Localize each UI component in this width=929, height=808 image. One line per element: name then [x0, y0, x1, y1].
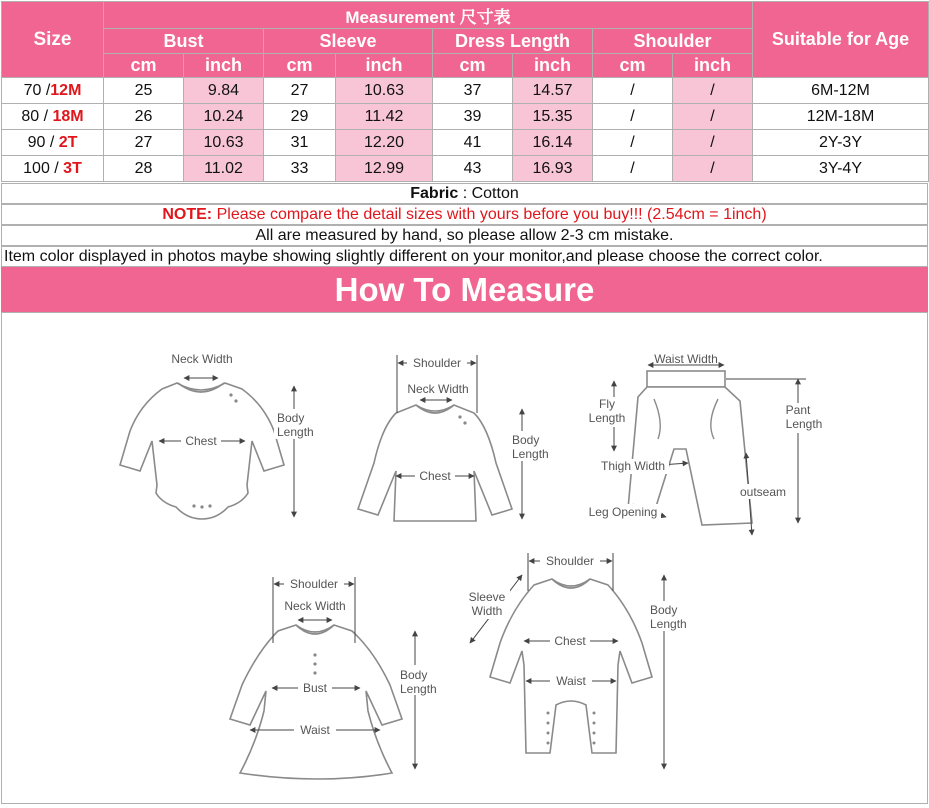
- snap-dot: [547, 742, 550, 745]
- size-number: 100 /: [23, 159, 64, 177]
- size-number: 70 /: [23, 81, 51, 99]
- bust-header: Bust: [104, 29, 264, 54]
- snap-dot: [192, 504, 195, 507]
- table-cell: 16.14: [513, 130, 593, 156]
- body-length-label-1: Body: [277, 411, 305, 425]
- romper-diagram: [464, 553, 695, 769]
- table-cell: /: [593, 156, 673, 182]
- pants-diagram: [585, 352, 828, 535]
- waist-label: Waist: [300, 723, 330, 737]
- table-cell: 16.93: [513, 156, 593, 182]
- table-cell: /: [593, 78, 673, 104]
- chest-label: Chest: [419, 469, 451, 483]
- fly-length-label-2: Length: [588, 411, 626, 425]
- table-cell: /: [673, 104, 753, 130]
- fly-length-label-1: Fly: [599, 397, 615, 411]
- body-length-label-1: Body: [512, 433, 540, 447]
- table-cell: 39: [433, 104, 513, 130]
- sleeve-width-label-1: Sleeve: [468, 590, 506, 604]
- table-cell: 11.42: [336, 104, 433, 130]
- table-cell: /: [593, 130, 673, 156]
- size-code: 3T: [63, 159, 82, 177]
- snap-dot: [200, 505, 203, 508]
- snap-dot: [234, 399, 237, 402]
- unit-header: cm: [593, 54, 673, 78]
- button-dot: [458, 415, 461, 418]
- table-cell: 37: [433, 78, 513, 104]
- table-cell: 28: [104, 156, 184, 182]
- table-cell: 29: [264, 104, 336, 130]
- age-cell: 3Y-4Y: [753, 156, 929, 182]
- snap-dot: [208, 504, 211, 507]
- snap-dot: [593, 742, 596, 745]
- unit-header: cm: [433, 54, 513, 78]
- body-length-label-2: Length: [650, 617, 687, 631]
- table-cell: 10.63: [184, 130, 264, 156]
- button-dot: [313, 653, 316, 656]
- unit-header: cm: [264, 54, 336, 78]
- shoulder-header: Shoulder: [593, 29, 753, 54]
- waist-label: Waist: [556, 674, 586, 688]
- leg-opening-label: Leg Opening: [588, 505, 658, 519]
- snap-dot: [547, 732, 550, 735]
- thigh-width-label: Thigh Width: [600, 459, 666, 473]
- table-cell: 11.02: [184, 156, 264, 182]
- neck-width-label: Neck Width: [284, 599, 346, 613]
- how-to-measure-banner: How To Measure: [1, 267, 928, 312]
- dress-diagram: [230, 576, 444, 779]
- bust-label: Bust: [302, 681, 328, 695]
- table-cell: 12.20: [336, 130, 433, 156]
- body-length-label-1: Body: [650, 603, 678, 617]
- snap-dot: [593, 712, 596, 715]
- measure-diagrams: [1, 312, 928, 804]
- age-cell: 6M-12M: [753, 78, 929, 104]
- fabric-value: : Cotton: [458, 185, 519, 202]
- size-cell: [2, 130, 104, 156]
- shoulder-label: Shoulder: [289, 577, 339, 591]
- note-text: Please compare the detail sizes with yours before you buy!!! (2.54cm = 1inch): [212, 206, 767, 223]
- size-cell: [2, 156, 104, 182]
- body-length-label-1: Body: [400, 668, 428, 682]
- table-cell: 33: [264, 156, 336, 182]
- table-cell: /: [673, 78, 753, 104]
- button-dot: [313, 671, 316, 674]
- bodysuit-outline: [120, 383, 284, 519]
- pants-waistband: [647, 371, 725, 387]
- size-number: 90 /: [27, 133, 59, 151]
- size-number: 80 /: [21, 107, 53, 125]
- chest-label: Chest: [554, 634, 586, 648]
- fabric-label: Fabric: [410, 185, 459, 202]
- table-cell: /: [593, 104, 673, 130]
- note-label: NOTE:: [162, 206, 213, 223]
- snap-dot: [547, 722, 550, 725]
- age-header: Suitable for Age: [753, 2, 929, 78]
- table-cell: 14.57: [513, 78, 593, 104]
- table-cell: /: [673, 130, 753, 156]
- table-cell: 31: [264, 130, 336, 156]
- pant-length-label-2: Length: [785, 417, 823, 431]
- neck-width-label: Neck Width: [407, 382, 469, 396]
- table-title: Measurement 尺寸表: [104, 2, 753, 29]
- table-cell: 43: [433, 156, 513, 182]
- neck-width-label: Neck Width: [171, 352, 233, 366]
- unit-header: inch: [336, 54, 433, 78]
- table-row: [2, 156, 929, 182]
- measure-note: All are measured by hand, so please allow 2-3 cm mistake.: [1, 225, 928, 246]
- note-line: [1, 204, 928, 225]
- unit-header: inch: [184, 54, 264, 78]
- pant-length-label-1: Pant: [785, 403, 811, 417]
- table-cell: 25: [104, 78, 184, 104]
- shirt-outline: [358, 405, 512, 521]
- size-header: Size: [2, 2, 104, 78]
- table-cell: 27: [264, 78, 336, 104]
- sleeve-width-label-2: Width: [471, 604, 503, 618]
- diagram-canvas: [2, 313, 927, 803]
- size-cell: [2, 104, 104, 130]
- size-code: 2T: [58, 133, 78, 151]
- table-cell: 10.24: [184, 104, 264, 130]
- table-row: [2, 130, 929, 156]
- table-cell: 41: [433, 130, 513, 156]
- size-code: 18M: [52, 107, 84, 125]
- chest-label: Chest: [185, 434, 217, 448]
- snap-dot: [229, 393, 232, 396]
- age-cell: 2Y-3Y: [753, 130, 929, 156]
- shirt-diagram: [358, 355, 556, 521]
- table-row: [2, 104, 929, 130]
- snap-dot: [593, 722, 596, 725]
- outseam-label: outseam: [739, 485, 787, 499]
- button-dot: [463, 421, 466, 424]
- table-cell: 9.84: [184, 78, 264, 104]
- fabric-line: [1, 183, 928, 204]
- shoulder-label: Shoulder: [545, 554, 595, 568]
- body-length-label-2: Length: [512, 447, 549, 461]
- age-cell: 12M-18M: [753, 104, 929, 130]
- sleeve-header: Sleeve: [264, 29, 433, 54]
- shoulder-label: Shoulder: [412, 356, 462, 370]
- size-cell: [2, 78, 104, 104]
- romper-outline: [490, 579, 652, 753]
- dress-length-header: Dress Length: [433, 29, 593, 54]
- table-cell: 26: [104, 104, 184, 130]
- size-code: 12M: [50, 81, 82, 99]
- size-table: [1, 1, 929, 182]
- snap-dot: [593, 732, 596, 735]
- snap-dot: [547, 712, 550, 715]
- body-length-label-2: Length: [277, 425, 314, 439]
- color-note: Item color displayed in photos maybe showing slightly different on your monitor,and please choose the correct color.: [1, 246, 928, 267]
- body-length-label-2: Length: [400, 682, 437, 696]
- unit-header: inch: [513, 54, 593, 78]
- button-dot: [313, 662, 316, 665]
- waist-width-label: Waist Width: [654, 352, 718, 366]
- table-cell: /: [673, 156, 753, 182]
- bodysuit-diagram: [120, 352, 322, 519]
- table-cell: 12.99: [336, 156, 433, 182]
- unit-header: cm: [104, 54, 184, 78]
- table-cell: 15.35: [513, 104, 593, 130]
- table-cell: 10.63: [336, 78, 433, 104]
- unit-header: inch: [673, 54, 753, 78]
- dress-outline: [230, 625, 402, 779]
- table-row: [2, 78, 929, 104]
- table-cell: 27: [104, 130, 184, 156]
